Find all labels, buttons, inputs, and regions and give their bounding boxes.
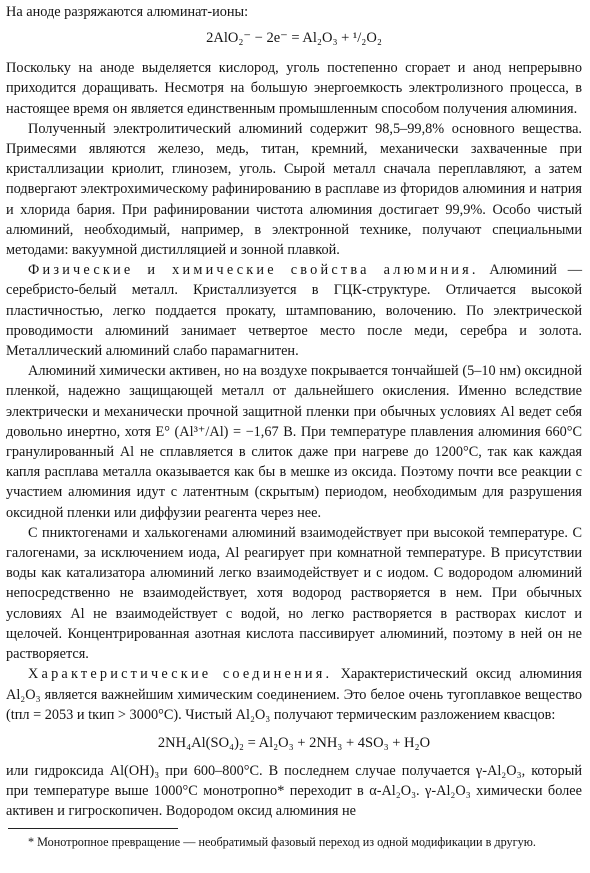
paragraph-physical-text: Алюминий — серебристо-белый металл. Кристаллизуется в ГЦК-структуре. Отличается высокой пластичностью, легко поддается прокату, штампованию, волочению. По электрической проводимости алюминий занимает четвертое место после меди, серебра и золота. Металлический алюминий слабо парамагнитен. (6, 262, 582, 360)
paragraph-physical (6, 260, 582, 361)
equation-anode: 2AlO₂⁻ − 2e⁻ = Al₂O₃ + ¹/₂O₂ (206, 30, 382, 47)
paragraph-refining: Полученный электролитический алюминий содержит 98,5–99,8% основного вещества. Примесями являются железо, медь, титан, кремний, механически захваченные при кристаллизации криолит, глинозем, уголь. Сырой металл сначала переплавляют, а затем подвергают электрохимическому рафинированию в расплаве из фторидов алюминия и натрия и хлорида бария. При рафинировании чистота алюминия достигает 99,9%. Особо чистый алюминий, необходимый, например, в электронной технике, получают специальными методами: вакуумной дистилляцией и зонной плавкой. (6, 120, 582, 259)
paragraph-compounds-text: Характеристический оксид алюминия Al₂O₃ является важнейшим химическим соединением. Это белое очень тугоплавкое вещество (tпл = 2053 и tкип > 3000°C). Чистый Al₂O₃ получают термическим разложением квасцов: (6, 666, 582, 723)
paragraph-reactions: С пниктогенами и халькогенами алюминий взаимодействует при высокой температуре. С галогенами, за исключением иода, Al реагирует при комнатной температуре. В присутствии воды как катализатора алюминий легко взаимодействует и с иодом. С водородом алюминий непосредственно не взаимодействует, хотя водород растворяется в нем. При обычных условиях Al не взаимодействует с водой, но легко растворяется в растворах кислот и щелочей. Концентрированная азотная кислота пассивирует алюминий, поэтому в ней он не растворяется. (6, 524, 582, 663)
paragraph-compounds (6, 664, 582, 725)
paragraph-intro: На аноде разряжаются алюминат-ионы: (6, 4, 249, 20)
paragraph-activity: Алюминий химически активен, но на воздухе покрывается тончайшей (5–10 нм) оксидной пленкой, надежно защищающей металл от дальнейшего окисления. Именно вследствие электрически и механически прочной защитной пленки при обычных условиях Al ведет себя довольно инертно, хотя E° (Al³⁺/Al) = −1,67 В. При температуре плавления алюминия 660°C гранулированный Al не сплавляется в слиток даже при нагреве до 1200°C, так как каждая капля расплава металла оказывается как бы в мешке из оксида. Поэтому почти все реакции с участием алюминия идут с латентным (скрытым) периодом, необходимым для разрушения оксидной пленки или диффузии реагента через нее. (6, 363, 582, 521)
footnote-divider (8, 828, 178, 829)
paragraph-anode: Поскольку на аноде выделяется кислород, уголь постепенно сгорает и анод непрерывно приходится доращивать. Несмотря на большую энергоемкость электролизного процесса, в настоящее время он является единственным промышленным способом получения алюминия. (6, 60, 582, 117)
equation-alum: 2NH₄Al(SO₄)₂ = Al₂O₃ + 2NH₃ + 4SO₃ + H₂O (157, 734, 431, 751)
section-heading-properties: Физические и химические свойства алюминия. (28, 262, 479, 279)
paragraph-hydroxide: или гидроксида Al(OH)₃ при 600–800°C. В последнем случае получается γ-Al₂O₃, который при температуре выше 1000°C монотропно* переходит в α-Al₂O₃. γ-Al₂O₃ химически более активен и гигроскопичен. Водородом оксид алюминия не (6, 762, 582, 820)
footnote: * Монотропное превращение — необратимый фазовый переход из одной модификации в другую. (28, 835, 536, 849)
section-heading-compounds: Характеристические соединения. (28, 666, 333, 683)
